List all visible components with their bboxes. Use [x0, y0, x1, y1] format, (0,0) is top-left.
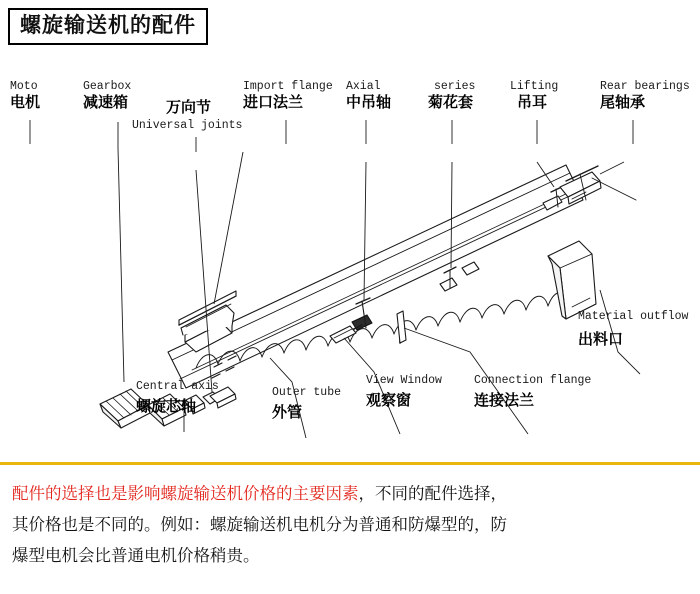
label-material-outflow-cn: 出料口	[578, 330, 624, 349]
label-view-window-cn: 观察窗	[366, 391, 412, 410]
label-axial	[346, 80, 391, 111]
diagram-canvas	[0, 52, 700, 452]
footer-divider	[0, 462, 700, 465]
footer-line2: 其价格也是不同的。例如：螺旋输送机电机分为普通和防爆型的，防	[12, 515, 507, 534]
label-motor-cn: 电机	[10, 93, 41, 112]
page-title: 螺旋输送机的配件	[20, 13, 196, 37]
label-gearbox	[83, 80, 131, 111]
label-lifting	[510, 80, 558, 111]
label-central-axis-cn: 螺旋芯轴	[136, 397, 197, 416]
label-universal-joint	[132, 98, 242, 132]
screw-conveyor-illustration	[0, 52, 700, 452]
footer-line1-rest: ，不同的配件选择，	[358, 484, 507, 503]
label-universal-joint-en: Universal joints	[132, 119, 243, 133]
label-rear-bearings-en: Rear bearings	[600, 80, 690, 93]
label-lifting-en: Lifting	[510, 80, 559, 93]
label-import-flange-en: Import flange	[243, 80, 333, 93]
label-material-outflow-en: Material outflow	[578, 310, 689, 323]
label-series-cn: 菊花套	[428, 93, 474, 112]
label-universal-joint-cn: 万向节	[166, 98, 212, 116]
footer-line3: 爆型电机会比普通电机价格稍贵。	[12, 546, 260, 565]
label-connection-flange-en: Connection flange	[474, 374, 592, 387]
label-view-window	[366, 374, 442, 409]
label-gearbox-cn: 减速箱	[83, 93, 129, 112]
label-central-axis-en: Central axis	[136, 380, 219, 393]
label-outer-tube-cn: 外管	[272, 403, 303, 422]
label-axial-cn: 中吊轴	[346, 93, 392, 112]
label-series-en: series	[434, 80, 476, 93]
label-central-axis	[136, 380, 219, 415]
footer-paragraph	[12, 478, 688, 571]
label-series	[428, 80, 475, 111]
label-import-flange	[243, 80, 333, 111]
footer-line1-highlight: 配件的选择也是影响螺旋输送机价格的主要因素	[12, 484, 359, 503]
label-motor	[10, 80, 40, 111]
label-gearbox-en: Gearbox	[83, 80, 132, 93]
label-import-flange-cn: 进口法兰	[243, 93, 304, 112]
label-rear-bearings-cn: 尾轴承	[600, 93, 646, 112]
label-material-outflow	[578, 310, 688, 348]
label-lifting-cn: 吊耳	[517, 93, 548, 112]
label-outer-tube-en: Outer tube	[272, 386, 342, 399]
label-connection-flange-cn: 连接法兰	[474, 391, 535, 410]
label-outer-tube	[272, 386, 341, 421]
label-axial-en: Axial	[346, 80, 381, 93]
label-connection-flange	[474, 374, 591, 409]
page-title-box	[8, 8, 208, 45]
label-rear-bearings	[600, 80, 690, 111]
label-motor-en: Moto	[10, 80, 38, 93]
label-view-window-en: View Window	[366, 374, 442, 387]
